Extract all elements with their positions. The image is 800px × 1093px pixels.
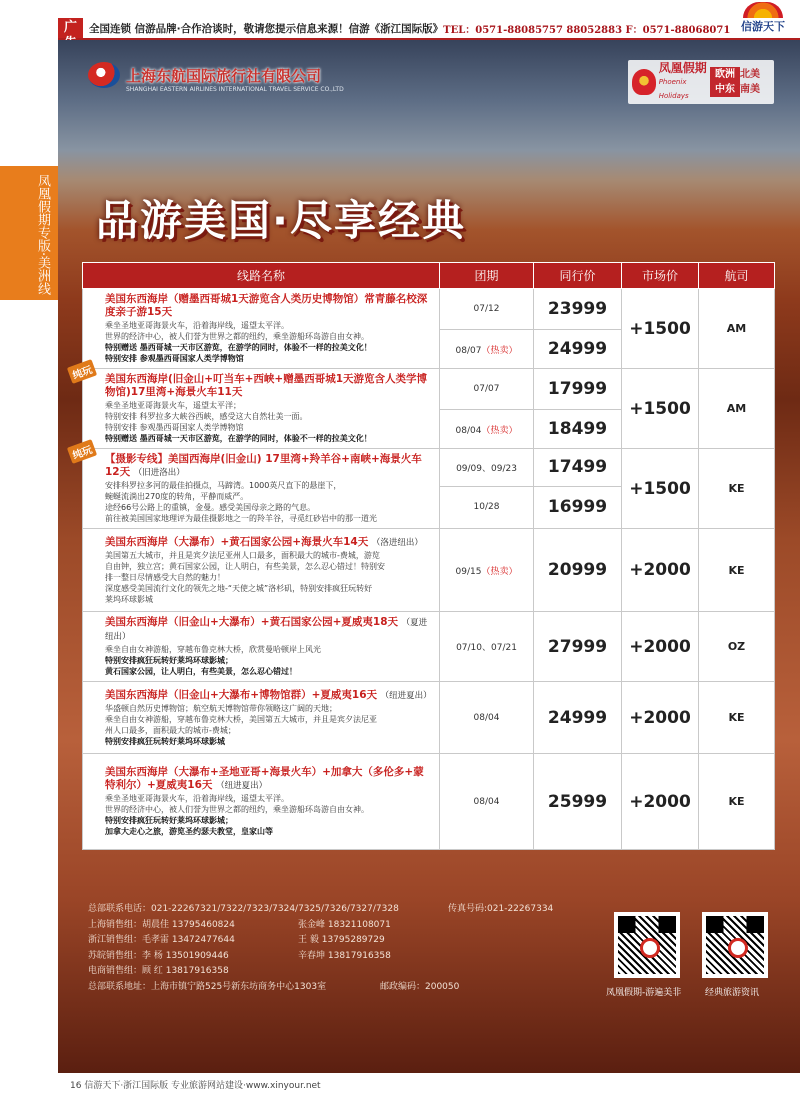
ad-text: 全国连锁 信游品牌·合作洽谈时，敬请您提示信息来源！信游《浙江国际版》 (89, 22, 444, 35)
route-note: （夏进纽出） (105, 618, 428, 642)
route-note: （纽进夏出） (216, 781, 268, 791)
airline-logo-icon (88, 62, 120, 88)
sales-contact: 张金峰 18321108071 (298, 919, 391, 930)
ad-strip (58, 18, 800, 40)
route-detail-line: 特别赠送 墨西哥城一天市区游览，在游学的同时，体验不一样的拉美文化！ (105, 343, 372, 352)
route-name-cell (83, 682, 440, 754)
hot-sale-tag: （热卖） (481, 566, 518, 577)
route-detail-line: 黄石国家公园，让人明白，有些美景，怎么忍心错过！ (105, 667, 297, 676)
airline-cell: OZ (699, 612, 775, 682)
table-row (83, 612, 775, 682)
airline-cell: AM (699, 289, 775, 369)
table-row (83, 682, 775, 754)
brand-region: 北美 (740, 69, 760, 80)
qr-code-icon (614, 912, 680, 978)
route-table (71, 262, 775, 850)
route-detail-line: 华盛顿自然历史博物馆；航空航天博物馆带你领略这广阔的天地； (105, 703, 337, 713)
route-detail-line: 特别安排 参观墨西哥国家人类学博物馆 (105, 423, 244, 432)
route-detail-line: 乘坐圣地亚哥海景火车，沿着海岸线，遥望太平洋。 (105, 794, 289, 803)
departure-date: 08/04 (473, 796, 500, 807)
contact-row (88, 933, 608, 949)
route-name-cell (83, 612, 440, 682)
route-body (71, 289, 775, 850)
side-tab: 凤凰假期专版·美洲线 (0, 166, 58, 300)
header-airline: 航司 (699, 263, 775, 289)
trade-price-cell: 20999 (534, 529, 622, 612)
company-header (88, 62, 321, 88)
market-price-cell: +1500 (622, 449, 699, 529)
route-title-text: 美国东西海岸（旧金山+大瀑布+博物馆群）+夏威夷16天 (105, 688, 378, 701)
header-route-name: 线路名称 (83, 263, 440, 289)
brand-region: 欧洲 (710, 67, 740, 82)
route-detail-line: 加拿大走心之旅，游览圣约瑟夫教堂，皇家山等 (105, 827, 273, 836)
route-title (105, 689, 433, 703)
route-detail-line: 乘坐圣地亚哥海景火车，遥望太平洋； (105, 401, 241, 410)
brand-name-cn: 凤凰假期 (658, 61, 707, 75)
page-title: 品游美国·尽享经典 (96, 196, 466, 245)
departure-date-cell (440, 410, 534, 449)
airline-cell: KE (699, 449, 775, 529)
route-detail-line: 前往被美国国家地理评为最佳摄影地之一的羚羊谷，寻觅红砂岩中的那一道光 (105, 514, 377, 523)
departure-date-cell (440, 449, 534, 487)
departure-date-cell (440, 529, 534, 612)
trade-price-cell: 23999 (534, 289, 622, 330)
airline-cell: KE (699, 682, 775, 754)
route-detail-line: 安排科罗拉多河的最佳拍摄点，马蹄湾。1000英尺直下的悬崖下， (105, 481, 342, 490)
departure-date-cell (440, 330, 534, 369)
departure-date: 09/09、09/23 (456, 463, 517, 474)
sun-logo-icon (743, 2, 783, 18)
route-title-text: 美国东西海岸（旧金山+大瀑布）+黄石国家公园+夏威夷18天 (105, 616, 399, 628)
hq-address: 总部联系地址：上海市镇宁路525号新东坊商务中心1303室 (88, 981, 327, 992)
brand-name (659, 61, 710, 103)
market-price-cell: +2000 (622, 754, 699, 850)
ad-tel: TEL：0571-88085757 88052883 F：0571-88068071 (443, 24, 731, 36)
departure-date: 07/12 (473, 304, 500, 314)
table-row (83, 369, 775, 410)
route-note: （纽进夏出） (380, 690, 432, 701)
hot-sale-tag: （热卖） (481, 425, 518, 436)
sales-contact: 浙江销售组：毛孝雷 13472477644 (88, 935, 235, 945)
pure-play-badge: 纯玩 (67, 439, 97, 464)
departure-date: 07/07 (473, 384, 500, 394)
brand-region: 南美 (740, 84, 760, 95)
trade-price-cell: 17999 (534, 369, 622, 410)
route-detail-line: 特别安排疯狂玩转好莱坞环球影城； (105, 656, 233, 665)
hq-tel: 总部联系电话：021-22267321/7322/7323/7324/7325/7326/7327/7328 (88, 904, 399, 914)
table-row (83, 289, 775, 330)
header-trade-price: 同行价 (534, 263, 622, 289)
header-departure: 团期 (440, 263, 534, 289)
route-detail-line: 世界的经济中心，被人们誉为世界之都的纽约，乘坐游船环岛游自由女神。 (105, 805, 369, 814)
route-title (105, 536, 433, 550)
departure-date-cell (440, 682, 534, 754)
route-title (105, 373, 433, 400)
xinyou-logo (730, 0, 796, 40)
route-name-cell (83, 289, 440, 369)
fax: 传真号码:021-22267334 (448, 904, 554, 914)
route-detail-line: 莱坞环球影城 (105, 594, 153, 604)
route-title-text: 美国东西海岸(旧金山+叮当车+西峡+赠墨西哥城1天游览含人类学博物馆)17里湾+海景火车11天 (105, 373, 427, 398)
market-price-cell: +2000 (622, 612, 699, 682)
company-sub: SHANGHAI EASTERN AIRLINES INTERNATIONAL TRAVEL SERVICE CO.,LTD (126, 86, 344, 93)
brand-badge (628, 60, 774, 104)
sales-contact: 辛春坤 13817916358 (298, 950, 391, 961)
pure-play-badge: 纯玩 (67, 359, 97, 384)
route-note: （洛进纽出） (371, 537, 423, 548)
route-name-cell (71, 444, 440, 529)
phoenix-logo-icon (632, 69, 656, 95)
trade-price-cell: 24999 (534, 330, 622, 369)
route-name-cell (83, 754, 440, 850)
trade-price-cell: 17499 (534, 449, 622, 487)
route-detail-line: 州人口最多，面积最大的城市-费城； (105, 725, 236, 735)
departure-date-cell (440, 289, 534, 330)
qr-code-icon (702, 912, 768, 978)
sales-contact: 上海销售组：胡晨佳 13795460824 (88, 919, 235, 930)
table-row (83, 754, 775, 850)
route-title (105, 766, 433, 793)
route-detail-line: 特别安排 参观墨西哥国家人类学博物馆 (105, 354, 244, 363)
table-row (83, 529, 775, 612)
trade-price-cell: 27999 (534, 612, 622, 682)
market-price-cell: +1500 (622, 289, 699, 369)
brand-regions (710, 67, 770, 97)
table-row (83, 449, 775, 487)
contact-row (88, 918, 608, 934)
page-footer: 16 信游天下·浙江国际版 专业旅游网站建设·www.xinyour.net (70, 1081, 321, 1091)
departure-date: 07/10、07/21 (456, 643, 517, 653)
departure-date: 09/15 (455, 566, 482, 577)
market-price-cell: +1500 (622, 369, 699, 449)
airline-cell: KE (699, 754, 775, 850)
departure-date: 10/28 (473, 502, 500, 513)
route-detail-line: 乘坐自由女神游船，穿越布鲁克林大桥，欣赏曼哈顿岸上风光 (105, 645, 321, 654)
route-name-cell (83, 529, 440, 612)
route-title-text: 美国东西海岸（赠墨西哥城1天游览含人类历史博物馆）常青藤名校深度亲子游15天 (105, 293, 428, 318)
qr-pattern (618, 916, 676, 974)
sales-contact: 苏皖销售组：李 杨 13501909446 (88, 950, 229, 961)
route-detail-line: 蜿蜒流淌出270度的转角，平静而威严。 (105, 492, 249, 501)
qr-pattern (706, 916, 764, 974)
route-title-text: 【摄影专线】美国西海岸(旧金山) 17里湾+羚羊谷+南峡+海景火车12天 (105, 453, 422, 478)
route-title (105, 453, 433, 480)
qr2-label: 经典旅游资讯 (705, 988, 760, 998)
route-detail-line: 特别安排 科罗拉多大峡谷西峡，感受这大自然壮美一面。 (105, 412, 308, 421)
hot-sale-tag: （热卖） (481, 345, 518, 356)
departure-date-cell (440, 369, 534, 410)
departure-date-cell (440, 486, 534, 528)
route-note: （旧进洛出） (133, 468, 185, 478)
route-name-cell (71, 364, 440, 449)
brand-region: 中东 (710, 82, 740, 97)
header-market-price: 市场价 (622, 263, 699, 289)
table-header-row (83, 263, 775, 289)
route-title-text: 美国东西海岸（大瀑布+圣地亚哥+海景火车）+加拿大（多伦多+蒙特利尔）+夏威夷16天 (105, 766, 424, 791)
departure-date: 08/07 (455, 345, 482, 356)
departure-date: 08/04 (455, 425, 482, 436)
departure-date: 08/04 (473, 712, 500, 723)
airline-cell: AM (699, 369, 775, 449)
route-detail-line: 特别赠送 墨西哥城一天市区游览，在游学的同时，体验不一样的拉美文化！ (105, 434, 372, 443)
sales-contact: 电商销售组：顾 红 13817916358 (88, 966, 229, 976)
route-detail-line: 特别安排疯狂玩转好莱坞环球影城 (105, 736, 225, 746)
route-detail-line: 美国第五大城市，并且是宾夕法尼亚州人口最多，面积最大的城市-费城，游览 (105, 550, 380, 560)
departure-date-cell (440, 612, 534, 682)
trade-price-cell: 16999 (534, 486, 622, 528)
contact-row (88, 964, 608, 980)
trade-price-cell: 18499 (534, 410, 622, 449)
xinyou-logo-text: 信游天下 (741, 20, 785, 33)
qr1-label: 凤凰假期-游遍美非 (606, 988, 682, 998)
route-detail-line: 排一整日尽情感受大自然的魅力！ (105, 572, 225, 582)
sales-contact: 王 毅 13795289729 (298, 935, 385, 945)
trade-price-cell: 24999 (534, 682, 622, 754)
route-detail-line: 乘坐自由女神游船，穿越布鲁克林大桥，美国第五大城市，并且是宾夕法尼亚 (105, 714, 377, 724)
route-detail-line: 特别安排疯狂玩转好莱坞环球影城； (105, 816, 233, 825)
route-detail-line: 途经66号公路上的重镇，金曼。感受美国母亲之路的气息。 (105, 503, 316, 512)
route-detail-line: 乘坐圣地亚哥海景火车，沿着海岸线，遥望太平洋。 (105, 321, 289, 330)
brand-name-en: Phoenix Holidays (658, 78, 689, 100)
market-price-cell: +2000 (622, 529, 699, 612)
market-price-cell: +2000 (622, 682, 699, 754)
contact-row (88, 902, 608, 918)
company-name: 上海东航国际旅行社有限公司 (126, 66, 322, 85)
route-detail-line: 世界的经济中心，被人们誉为世界之都的纽约，乘坐游船环岛游自由女神。 (105, 332, 369, 341)
contact-info (88, 902, 608, 995)
ad-tag: 广 (58, 18, 83, 38)
route-detail-line: 深度感受美国流行文化的领先之地-“天使之城”洛杉矶，特别安排疯狂玩转好 (105, 583, 373, 593)
route-title (105, 293, 433, 320)
route-detail-line: 自由钟，独立宫；黄石国家公园，让人明白，有些美景，怎么忍心错过！特别安 (105, 561, 385, 571)
contact-row (88, 980, 608, 996)
route-title (105, 616, 433, 644)
departure-date-cell (440, 754, 534, 850)
trade-price-cell: 25999 (534, 754, 622, 850)
postcode: 邮政编码：200050 (380, 981, 460, 992)
airline-cell: KE (699, 529, 775, 612)
route-title-text: 美国东西海岸（大瀑布）+黄石国家公园+海景火车14天 (105, 535, 369, 548)
contact-row (88, 949, 608, 965)
